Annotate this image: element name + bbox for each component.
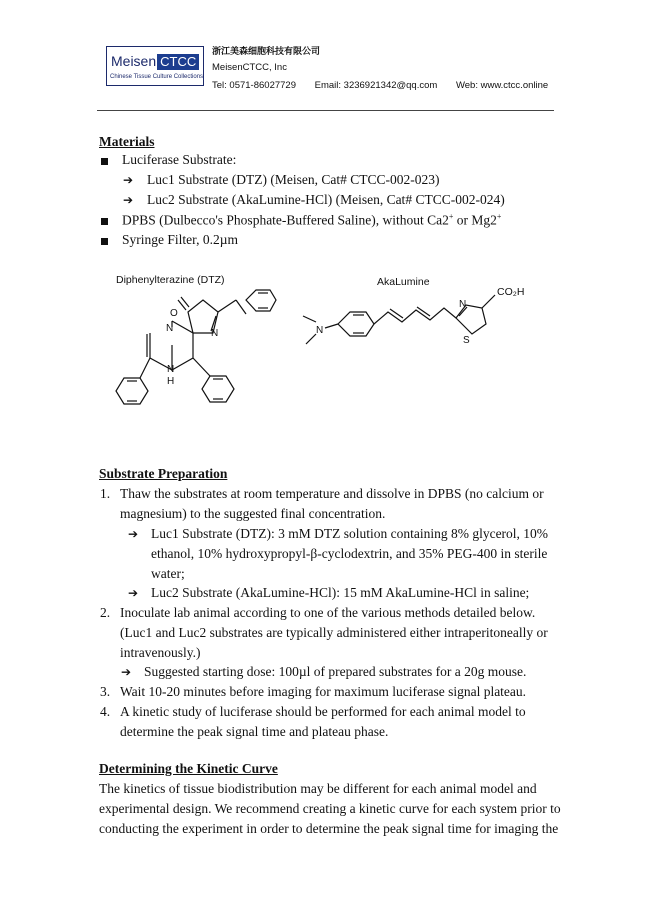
company-name-cn: 浙江美森细胞科技有限公司 xyxy=(212,47,321,57)
step3: Wait 10-20 minutes before imaging for maximum luciferase signal plateau. xyxy=(120,684,527,699)
step1-line1: Thaw the substrates at room temperature and dissolve in DPBS (no calcium or xyxy=(120,486,544,501)
aka-atom-n-ring: N xyxy=(459,299,467,310)
dtz-atom-o: O xyxy=(170,308,178,319)
step-number: 2. xyxy=(100,605,111,620)
dtz-atom-n-top: N xyxy=(166,323,174,334)
step1a-line3: water; xyxy=(151,566,185,581)
materials-sub-luc1: Luc1 Substrate (DTZ) (Meisen, Cat# CTCC-002-023) xyxy=(147,172,440,187)
aka-atom-n-amine: N xyxy=(316,325,324,336)
step-number: 1. xyxy=(100,486,111,501)
logo-meisen-text: Meisen xyxy=(111,53,157,69)
step1a-line2: ethanol, 10% hydroxypropyl-β-cyclodextrin, and 35% PEG-400 in sterile xyxy=(151,546,548,561)
contact-email: Email: 3236921342@qq.com xyxy=(314,80,438,91)
dtz-label: Diphenylterazine (DTZ) xyxy=(116,274,225,286)
step-number: 4. xyxy=(100,704,111,719)
step1b: Luc2 Substrate (AkaLumine-HCl): 15 mM AkaLumine-HCl in saline; xyxy=(151,585,530,600)
materials-sub-luc2: Luc2 Substrate (AkaLumine-HCl) (Meisen, Cat# CTCC-002-024) xyxy=(147,192,505,207)
aka-co2h: CO₂H xyxy=(497,286,525,298)
arrow-icon: ➔ xyxy=(123,193,134,207)
dpbs-text-mg: or Mg2 xyxy=(453,212,497,228)
step-number: 3. xyxy=(100,684,111,699)
dpbs-sup-ca: + xyxy=(448,212,454,221)
dpbs-sup-mg: + xyxy=(496,212,502,221)
dtz-atom-n-bottom: N xyxy=(167,364,175,375)
step4-line2: determine the peak signal time and plateau phase. xyxy=(120,724,389,739)
step1-line2: magnesium) to the suggested final concentration. xyxy=(120,506,386,521)
prep-heading: Substrate Preparation xyxy=(99,466,228,481)
kinetic-line3: conducting the experiment in order to determine the peak signal time for imaging the xyxy=(99,821,559,836)
company-name-en: MeisenCTCC, Inc xyxy=(212,62,287,73)
arrow-icon: ➔ xyxy=(121,665,132,679)
contact-tel: Tel: 0571-86027729 xyxy=(212,80,296,91)
arrow-icon: ➔ xyxy=(123,173,134,187)
kinetic-line2: experimental design. We recommend creating a kinetic curve for each system prior to xyxy=(99,801,561,816)
step2-line2: (Luc1 and Luc2 substrates are typically administered either intraperitoneally or xyxy=(120,625,548,640)
dpbs-text: DPBS (Dulbecco's Phosphate-Buffered Saline), without Ca2 xyxy=(122,212,449,228)
arrow-icon: ➔ xyxy=(128,527,139,541)
logo-tagline: Chinese Tissue Culture Collections xyxy=(110,74,204,80)
materials-item-filter: Syringe Filter, 0.2µm xyxy=(122,232,238,247)
materials-heading: Materials xyxy=(99,134,155,149)
aka-atom-s: S xyxy=(463,335,470,346)
materials-item-substrate: Luciferase Substrate: xyxy=(122,152,237,167)
dtz-structure xyxy=(116,290,276,404)
aka-label: AkaLumine xyxy=(377,276,430,288)
step1a-line1: Luc1 Substrate (DTZ): 3 mM DTZ solution containing 8% glycerol, 10% xyxy=(151,526,549,541)
step4-line1: A kinetic study of luciferase should be performed for each animal model to xyxy=(120,704,526,719)
step2-line1: Inoculate lab animal according to one of the various methods detailed below. xyxy=(120,605,536,620)
arrow-icon: ➔ xyxy=(128,586,139,600)
contact-web: Web: www.ctcc.online xyxy=(455,80,549,91)
step2a: Suggested starting dose: 100µl of prepared substrates for a 20g mouse. xyxy=(144,664,527,679)
dtz-atom-n-right: N xyxy=(211,328,219,339)
step2-line3: intravenously.) xyxy=(120,645,201,660)
kinetic-line1: The kinetics of tissue biodistribution may be different for each animal model and xyxy=(99,781,537,796)
dtz-atom-h: H xyxy=(167,376,175,387)
kinetic-heading: Determining the Kinetic Curve xyxy=(99,761,278,776)
logo-ctcc-text: CTCC xyxy=(157,54,199,70)
